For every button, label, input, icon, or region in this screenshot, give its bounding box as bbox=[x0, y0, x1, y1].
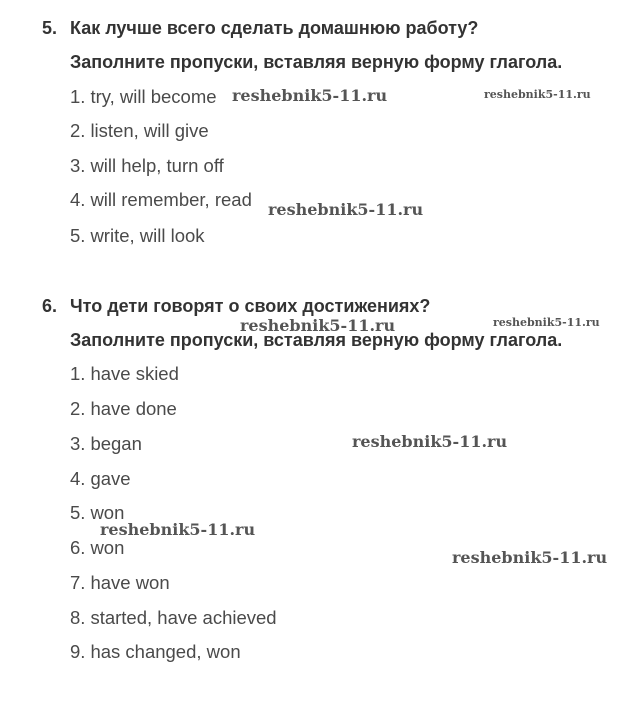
answer-text: has changed, won bbox=[90, 641, 241, 662]
task-6-answer-8 bbox=[70, 607, 277, 629]
answer-number: 7. bbox=[70, 572, 86, 593]
answer-number: 3. bbox=[70, 155, 86, 176]
watermark: reshebnik5-11.ru bbox=[484, 88, 591, 101]
watermark: reshebnik5-11.ru bbox=[268, 200, 424, 219]
task-5-answer-2 bbox=[70, 120, 209, 142]
task-5-number: 5. bbox=[42, 18, 58, 38]
answer-text: try, will become bbox=[90, 86, 217, 107]
task-5-answer-3 bbox=[70, 155, 224, 177]
watermark: reshebnik5-11.ru bbox=[100, 520, 256, 539]
task-6-title: Что дети говорят о своих достижениях? bbox=[70, 296, 431, 316]
task-5-instruction: Заполните пропуски, вставляя верную форму глагола. bbox=[70, 52, 563, 72]
answer-text: gave bbox=[90, 468, 131, 489]
answer-number: 2. bbox=[70, 398, 86, 419]
task-6-answer-3 bbox=[70, 433, 142, 455]
task-6-answer-7 bbox=[70, 572, 170, 594]
task-6-answer-9 bbox=[70, 641, 241, 663]
task-5-answer-5 bbox=[70, 225, 205, 247]
answer-text: won bbox=[90, 502, 125, 523]
answer-text: have done bbox=[90, 398, 177, 419]
answer-number: 5. bbox=[70, 502, 86, 523]
task-5-answer-4 bbox=[70, 189, 252, 211]
task-6-number: 6. bbox=[42, 296, 58, 316]
answer-text: write, will look bbox=[90, 225, 205, 246]
task-6-instruction: Заполните пропуски, вставляя верную форму глагола. bbox=[70, 330, 563, 350]
answer-text: have skied bbox=[90, 363, 179, 384]
answer-number: 1. bbox=[70, 363, 86, 384]
answer-text: started, have achieved bbox=[90, 607, 277, 628]
task-5-answer-1 bbox=[70, 86, 217, 108]
answer-text: began bbox=[90, 433, 142, 454]
answer-text: won bbox=[90, 537, 125, 558]
watermark: reshebnik5-11.ru bbox=[232, 86, 388, 105]
answer-number: 8. bbox=[70, 607, 86, 628]
answer-number: 9. bbox=[70, 641, 86, 662]
answer-number: 3. bbox=[70, 433, 86, 454]
watermark: reshebnik5-11.ru bbox=[240, 316, 396, 335]
task-6-answer-6 bbox=[70, 537, 124, 559]
answer-text: listen, will give bbox=[90, 120, 209, 141]
answer-text: will help, turn off bbox=[90, 155, 224, 176]
task-5-title: Как лучше всего сделать домашнюю работу? bbox=[70, 18, 479, 38]
answer-number: 4. bbox=[70, 468, 86, 489]
task-6-answer-1 bbox=[70, 363, 179, 385]
watermark: reshebnik5-11.ru bbox=[352, 432, 508, 451]
answer-number: 5. bbox=[70, 225, 86, 246]
answer-number: 6. bbox=[70, 537, 86, 558]
watermark: reshebnik5-11.ru bbox=[493, 316, 600, 329]
task-6-answer-2 bbox=[70, 398, 177, 420]
answer-number: 1. bbox=[70, 86, 86, 107]
answer-text: have won bbox=[90, 572, 170, 593]
answer-text: will remember, read bbox=[90, 189, 252, 210]
answer-number: 4. bbox=[70, 189, 86, 210]
watermark: reshebnik5-11.ru bbox=[452, 548, 608, 567]
answer-number: 2. bbox=[70, 120, 86, 141]
task-6-answer-4 bbox=[70, 468, 131, 490]
